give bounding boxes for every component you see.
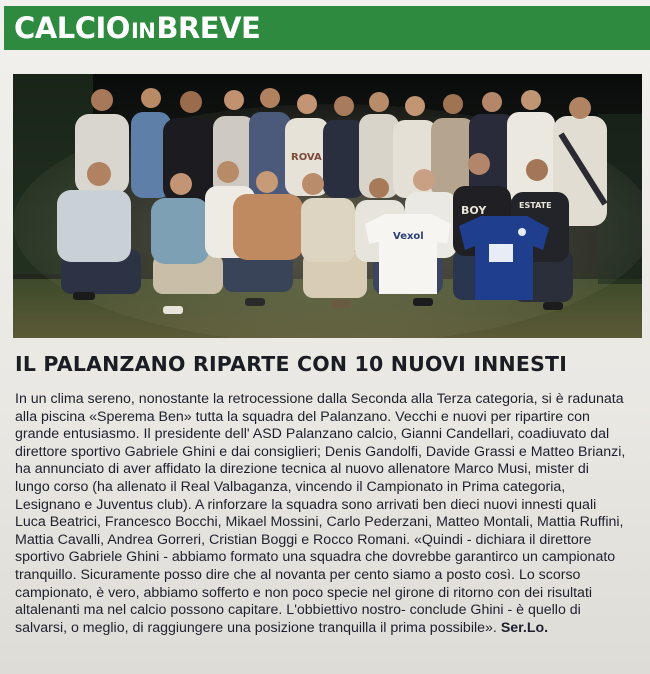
- article-body: [15, 391, 641, 637]
- shirt-print-rova: ROVA: [291, 152, 322, 163]
- shirt-print-boy: BOY: [461, 204, 487, 217]
- jersey-sponsor-text: Vexol: [393, 231, 424, 242]
- article-line: campionato, è vero, abbiamo sofferto e non poco specie nel girone di ritorno con dei risultati: [15, 584, 593, 601]
- article-line: ha annunciato di aver affidato la direzione tecnica al nuovo allenatore Marco Musi, mister di: [15, 461, 589, 478]
- article-line: Lesignano e Juventus club). A rinforzare la squadra sono arrivati ben dieci nuovi innesti quali: [15, 496, 597, 513]
- author-signature: Ser.Lo.: [500, 619, 549, 636]
- article-line: In un clima sereno, nonostante la retrocessione dalla Seconda alla Terza categoria, si è radunata: [15, 391, 624, 407]
- section-title-word-1: CALCIO: [14, 11, 130, 45]
- shirt-print-estate: ESTATE: [519, 201, 552, 210]
- section-title: [4, 11, 260, 45]
- section-title-word-2: IN: [130, 19, 156, 43]
- article-line: altalenanti ma nel calcio possono capitare. L'obbiettivo nostro- conclude Ghini - è quello di: [15, 602, 581, 619]
- article-last-line: [15, 620, 641, 638]
- article-line: sportivo Gabriele Ghini - abbiamo formato una squadra che dovrebbe garantirco un campionato: [15, 549, 616, 566]
- article-line: Luca Beatrici, Francesco Bocchi, Mikael Mossini, Carlo Pederzani, Matteo Montali, Mattia Ruffini,: [15, 514, 624, 531]
- article-line: tranquillo. Sicuramente posso dire che al novanta per cento siamo a posto così. Lo scorso: [15, 566, 581, 583]
- article-line: alla piscina «Sperema Ben» tutta la squadra del Palanzano. Vecchi e nuovi per ripartire con: [15, 408, 590, 425]
- article-headline: IL PALANZANO RIPARTE CON 10 NUOVI INNESTI: [15, 352, 568, 376]
- article-line-text: salvarsi, o meglio, di raggiungere una posizione tranquilla il prima possibile».: [15, 619, 497, 636]
- article-line: grande entusiasmo. Il presidente dell' ASD Palanzano calcio, Gianni Candellari, coadiuvato dal: [15, 426, 610, 443]
- article-line: direttore sportivo Gabriele Ghini e dai consiglieri; Denis Gandolfi, Davide Grassi e Matteo Brianzi,: [15, 443, 626, 460]
- article-line: lungo corso (ha allenato il Real Valbaganza, vincendo il Campionato in Prima categoria,: [15, 478, 566, 495]
- article-line: Mattia Cavalli, Andrea Gorreri, Cristian Boggi e Rocco Romani. «Quindi - dichiara il direttore: [15, 531, 592, 548]
- section-title-word-3: BREVE: [156, 11, 261, 45]
- section-banner: [4, 6, 650, 50]
- team-photo: [13, 74, 642, 338]
